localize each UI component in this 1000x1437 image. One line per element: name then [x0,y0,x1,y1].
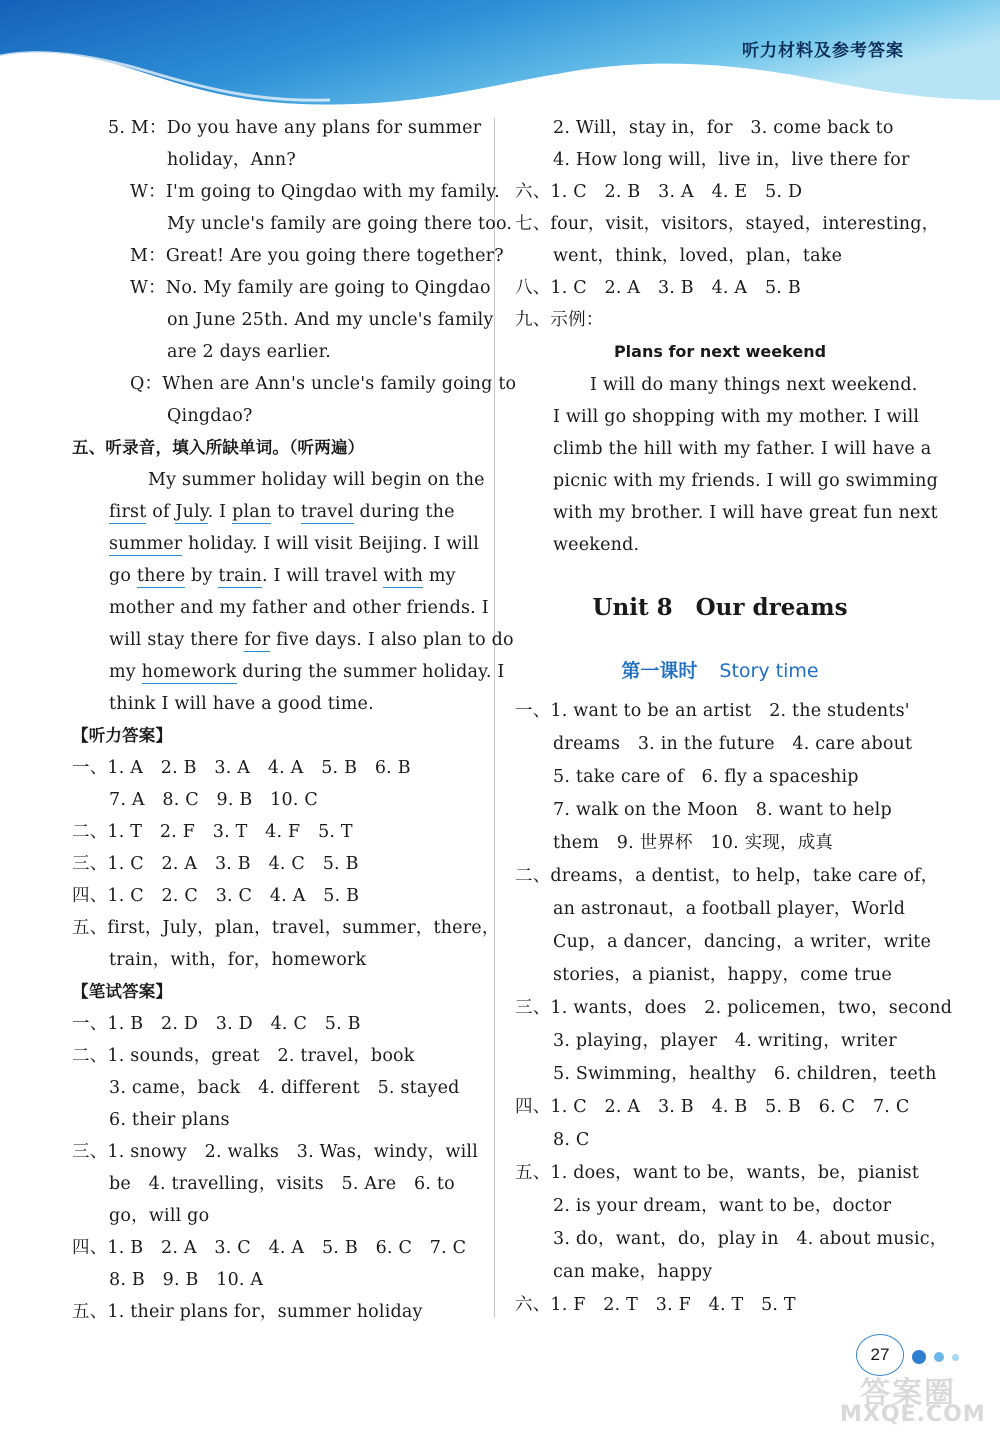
decorative-dot-icon [934,1352,944,1362]
essay-line: climb the hill with my father. I will have a [553,439,932,459]
written-answers-heading: 【笔试答案】 [72,982,173,1001]
answer-row: go，will go [109,1206,210,1226]
answer-row: 四、1. C 2. A 3. B 4. B 5. B 6. C 7. C [515,1097,910,1117]
filled-word: train [218,566,263,586]
dialog-line: M：Great! Are you going there together? [130,246,504,266]
dialog-line: W：No. My family are going to Qingdao [130,278,491,298]
filled-word: there [136,566,186,586]
dialog-line: are 2 days earlier. [167,342,331,362]
passage-text: holiday. I will visit Beijing. I will [182,534,480,554]
dialog-line: holiday，Ann? [167,150,296,170]
answer-row: can make，happy [553,1262,713,1282]
dialog-text: M：Do you have any plans for summer [130,118,482,138]
answer-row: 4. How long will，live in，live there for [553,150,910,170]
passage-text: my [109,662,142,682]
answer-row: 四、1. B 2. A 3. C 4. A 5. B 6. C 7. C [72,1238,467,1258]
right-column [515,112,953,1322]
filled-word: plan [232,502,272,522]
dialog-line: W：I'm going to Qingdao with my family. [130,182,500,202]
essay-line: I will do many things next weekend. [590,375,918,395]
passage-line [72,496,477,528]
passage-text: go [109,566,137,586]
dialog-line: Q：When are Ann's uncle's family going to [130,374,517,394]
filled-word: travel [300,502,354,522]
passage-line [72,656,505,688]
dialog-line: Qingdao? [167,406,253,426]
filled-word: with [383,566,424,586]
answer-row: 3. came，back 4. different 5. stayed [109,1078,460,1098]
passage-line [72,560,477,592]
passage-line: My summer holiday will begin on the [148,470,485,490]
answer-row: 一、1. B 2. D 3. D 4. C 5. B [72,1014,361,1034]
answer-row: stories，a pianist，happy，come true [553,965,892,985]
lesson-title [515,655,925,687]
answer-row: 三、1. wants，does 2. policemen，two，second [515,998,953,1018]
answer-row: Cup，a dancer，dancing，a writer，write [553,932,932,952]
passage-text: to [271,502,301,522]
answer-row: 8. C [553,1130,590,1150]
passage-text: . I will travel [262,566,384,586]
answer-row: 6. their plans [109,1110,230,1130]
passage-text: during the summer holiday. I [236,662,505,682]
passage-text: by [185,566,219,586]
passage-text: . I [207,502,233,522]
section-heading: 五、听录音，填入所缺单词。（听两遍） [72,438,365,457]
answer-row: 7. walk on the Moon 8. want to help [553,800,892,820]
answer-row: 3. do，want，do，play in 4. about music， [553,1229,948,1249]
essay-line: with my brother. I will have great fun next [553,503,938,523]
filled-word: summer [109,534,183,554]
page-number: 27 [856,1334,904,1376]
essay-line: picnic with my friends. I will go swimming [553,471,939,491]
passage-text: during the [353,502,455,522]
filled-word: July [175,502,208,522]
answer-row: 八、1. C 2. A 3. B 4. A 5. B [515,278,801,298]
answer-row: 一、1. A 2. B 3. A 4. A 5. B 6. B [72,758,411,778]
answer-row: 七、four，visit，visitors，stayed，interesting， [515,214,940,234]
passage-line [72,624,514,656]
answer-row: them 9. 世界杯 10. 实现，成真 [553,833,834,853]
filled-word: for [244,630,271,650]
passage-text: will stay there [109,630,245,650]
passage-line: think I will have a good time. [109,694,374,714]
listening-answers-heading: 【听力答案】 [72,726,173,745]
essay-title: Plans for next weekend [613,342,827,361]
answer-row: 一、1. want to be an artist 2. the students' [515,701,910,721]
answer-row: 六、1. F 2. T 3. F 4. T 5. T [515,1295,796,1315]
answer-row: 二、1. sounds，great 2. travel，book [72,1046,415,1066]
left-column [72,112,517,1328]
dialog-line [72,112,482,144]
answer-row: be 4. travelling，visits 5. Are 6. to [109,1174,455,1194]
answer-row: dreams 3. in the future 4. care about [553,734,913,754]
answer-row: 2. Will，stay in，for 3. come back to [553,118,894,138]
decorative-dot-icon [952,1354,959,1361]
answer-row: 四、1. C 2. C 3. C 4. A 5. B [72,886,360,906]
answer-row: 三、1. C 2. A 3. B 4. C 5. B [72,854,359,874]
header-label: 听力材料及参考答案 [742,41,904,61]
dialog-line: My uncle's family are going there too. [167,214,513,234]
passage-text: five days. I also plan to do [270,630,514,650]
answer-row: 7. A 8. C 9. B 10. C [109,790,318,810]
dialog-line: on June 25th. And my uncle's family [167,310,494,330]
essay-line: I will go shopping with my mother. I will [553,407,920,427]
passage-line [72,528,480,560]
answer-row: 5. Swimming，healthy 6. children，teeth [553,1064,937,1084]
answer-row: 二、dreams，a dentist，to help，take care of， [515,866,939,886]
answer-row: an astronaut，a football player，World [553,899,906,919]
answer-row: went，think，loved，plan，take [553,246,843,266]
passage-line: mother and my father and other friends. I [109,598,489,618]
answer-row: 九、示例： [515,310,604,330]
filled-word: homework [141,662,237,682]
answer-row: 5. take care of 6. fly a spaceship [553,767,859,787]
answer-row: 2. is your dream，want to be，doctor [553,1196,892,1216]
lesson-name: Story time [719,660,819,682]
answer-row: 二、1. T 2. F 3. T 4. F 5. T [72,822,353,842]
lesson-number: 第一课时 [621,660,698,682]
answer-row: train，with，for，homework [109,950,367,970]
answer-row: 五、1. their plans for，summer holiday [72,1302,423,1322]
item-number: 5. [108,118,126,138]
answer-row: 五、1. does，want to be，wants，be，pianist [515,1163,920,1183]
watermark-top: 答案圈 [860,1376,956,1411]
answer-row: 8. B 9. B 10. A [109,1270,264,1290]
answer-row: 五、first，July，plan，travel，summer，there， [72,918,500,938]
filled-word: first [109,502,147,522]
answer-row: 三、1. snowy 2. walks 3. Was，windy，will [72,1142,479,1162]
watermark [840,1372,990,1428]
answer-row: 3. playing，player 4. writing，writer [553,1031,897,1051]
passage-text: my [423,566,456,586]
watermark-bottom: MXQE.COM [840,1402,986,1427]
passage-text: of [146,502,176,522]
answer-row: 六、1. C 2. B 3. A 4. E 5. D [515,182,803,202]
unit-title: Unit 8 Our dreams [592,594,848,621]
essay-line: weekend. [553,535,640,555]
column-divider [494,118,495,1318]
decorative-dot-icon [912,1350,926,1364]
